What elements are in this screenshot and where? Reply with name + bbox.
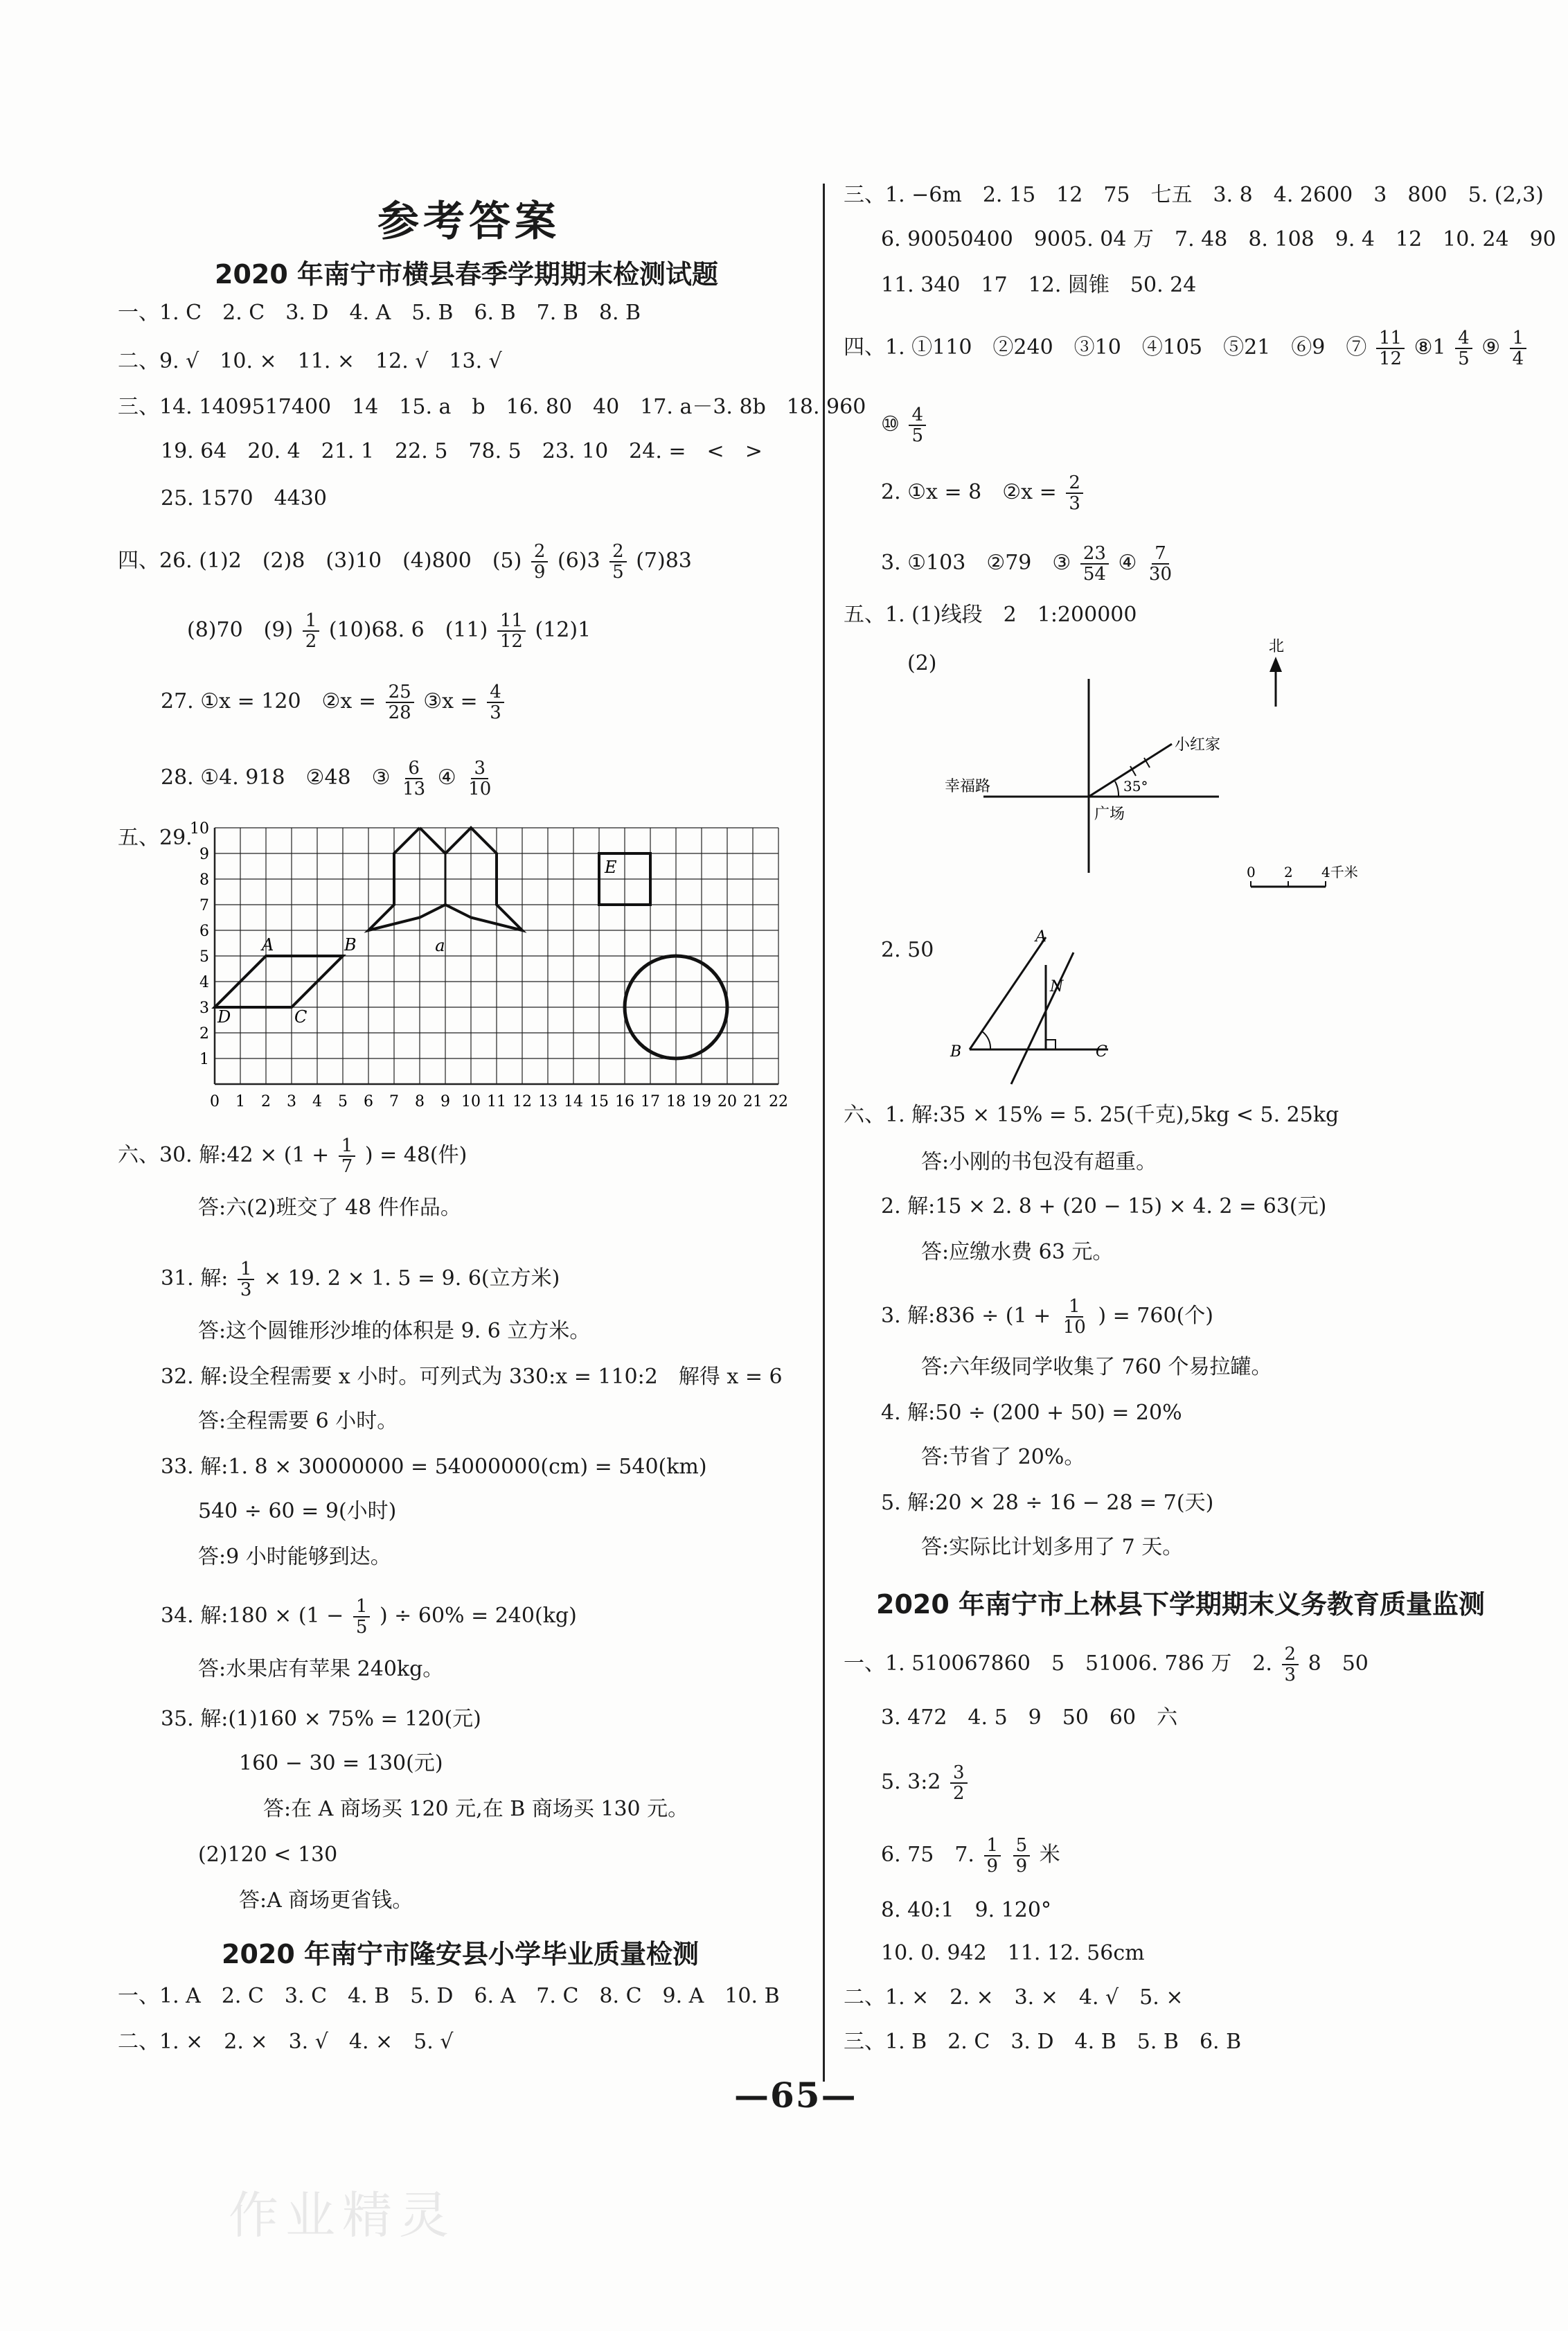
answer-line: 11. 340 17 12. 圆锥 50. 24 [881, 273, 1197, 297]
numerator: 2 [531, 542, 549, 562]
column-divider [823, 184, 825, 2082]
answer-line: 10. 0. 942 11. 12. 56cm [881, 1941, 1145, 1965]
answer-line: 答:这个圆锥形沙堆的体积是 9. 6 立方米。 [198, 1319, 591, 1343]
denominator: 10 [468, 779, 492, 799]
answer-line [881, 473, 1086, 513]
text: 27. ①x = 120 ②x = [161, 689, 377, 714]
answer-line [118, 542, 692, 582]
answer-line: 五、29. [118, 826, 193, 850]
answer-line [844, 1645, 1369, 1685]
numerator: 3 [471, 759, 488, 779]
y-tick-label: 6 [199, 923, 209, 940]
answer-line [881, 405, 929, 445]
x-tick-label: 8 [415, 1093, 425, 1108]
x-tick-label: 21 [743, 1093, 763, 1108]
x-tick-label: 16 [615, 1093, 634, 1108]
x-tick-label: 5 [338, 1093, 348, 1108]
denominator: 12 [499, 631, 523, 652]
numerator: 1 [1066, 1297, 1083, 1318]
numerator: 2 [609, 542, 627, 562]
answer-line: 32. 解:设全程需要 x 小时。可列式为 330:x = 110:2 解得 x = 6 [161, 1365, 783, 1389]
answer-line [118, 1136, 467, 1176]
answer-line: 5. 解:20 × 28 ÷ 16 − 28 = 7(天) [881, 1491, 1214, 1515]
text: ) = 760(个) [1098, 1304, 1213, 1328]
denominator: 4 [1512, 348, 1524, 369]
fraction [1455, 328, 1472, 369]
numerator: 1 [303, 611, 320, 632]
answer-line: 答:9 小时能够到达。 [198, 1545, 391, 1569]
text: ) = 48(件) [364, 1143, 467, 1167]
point-label-b: B [950, 1043, 962, 1061]
fraction [1060, 1297, 1089, 1337]
answer-line: 答:节省了 20%。 [921, 1445, 1085, 1469]
fraction [531, 542, 549, 582]
fraction [1282, 1645, 1299, 1685]
answer-line: 二、1. × 2. × 3. √ 4. × 5. √ [118, 2030, 454, 2054]
scale-label-2: 2 [1284, 864, 1293, 880]
y-tick-label: 3 [199, 1000, 209, 1017]
numerator: 4 [909, 405, 926, 426]
watermark: 作业精灵 [229, 2186, 456, 2244]
x-tick-label: 6 [364, 1093, 373, 1108]
fraction [487, 682, 504, 723]
angle-arc [982, 1031, 990, 1049]
map-figure [921, 637, 1406, 907]
fraction [909, 405, 926, 445]
text: ⑨ [1481, 335, 1501, 360]
numerator: 4 [1455, 328, 1472, 349]
answer-line: 答:六年级同学收集了 760 个易拉罐。 [921, 1355, 1272, 1379]
answer-line: 540 ÷ 60 = 9(小时) [198, 1499, 397, 1523]
text: ) ÷ 60% = 240(kg) [379, 1604, 577, 1628]
numerator: 5 [1013, 1836, 1031, 1856]
answer-line: 8. 40:1 9. 120° [881, 1898, 1051, 1922]
answer-line: (2)120 < 130 [198, 1843, 338, 1867]
y-tick-label: 5 [199, 948, 209, 966]
denominator: 5 [355, 1617, 368, 1638]
answer-line: 六、1. 解:35 × 15% = 5. 25(千克),5kg < 5. 25kg [844, 1103, 1339, 1127]
scale-label-4: 4千米 [1321, 864, 1358, 880]
x-tick-label: 11 [487, 1093, 506, 1108]
north-label: 北 [1269, 638, 1285, 655]
parallel-line [1011, 952, 1073, 1084]
text: 四、26. (1)2 (2)8 (3)10 (4)800 (5) [118, 549, 522, 573]
answer-line: 三、1. B 2. C 3. D 4. B 5. B 6. B [844, 2030, 1242, 2054]
point-label-c: C [1096, 1043, 1107, 1061]
numerator: 4 [487, 682, 504, 703]
text: ④ [1118, 551, 1137, 575]
answer-line: 答:应缴水费 63 元。 [921, 1240, 1114, 1264]
answer-line: 35. 解:(1)160 × 75% = 120(元) [161, 1707, 481, 1731]
point-label-c: C [294, 1007, 308, 1027]
text: × 19. 2 × 1. 5 = 9. 6(立方米) [264, 1266, 560, 1291]
answer-line: 3. 472 4. 5 9 50 60 六 [881, 1705, 1178, 1730]
y-tick-label: 2 [199, 1025, 209, 1043]
x-tick-label: 17 [641, 1093, 660, 1108]
line-ba [970, 937, 1046, 1049]
point-label-a: A [262, 935, 274, 955]
answer-line [881, 544, 1177, 584]
numerator: 6 [405, 759, 422, 779]
denominator: 5 [612, 562, 624, 583]
text: 8 50 [1308, 1651, 1369, 1676]
x-tick-label: 9 [440, 1093, 450, 1108]
angle-label: 35° [1123, 778, 1148, 795]
fraction [303, 611, 320, 651]
text: 28. ①4. 918 ②48 ③ [161, 765, 391, 790]
fraction [1013, 1836, 1031, 1876]
x-tick-label: 18 [666, 1093, 686, 1108]
answer-line: 答:小刚的书包没有超重。 [921, 1150, 1157, 1174]
answer-line: 19. 64 20. 4 21. 1 22. 5 78. 5 23. 10 24. = < > [161, 439, 763, 463]
denominator: 10 [1062, 1317, 1086, 1338]
text: 31. 解: [161, 1266, 229, 1291]
text: 3. 解:836 ÷ (1 + [881, 1304, 1051, 1328]
x-tick-label: 0 [210, 1093, 220, 1108]
numerator: 1 [339, 1136, 356, 1157]
right-angle-mark [1046, 1040, 1055, 1049]
y-tick-label: 10 [190, 820, 209, 837]
answer-line [161, 1259, 560, 1300]
denominator: 30 [1148, 564, 1173, 585]
answer-line [161, 759, 497, 799]
text: (6)3 [557, 549, 600, 573]
answer-line: 6. 90050400 9005. 04 万 7. 48 8. 108 9. 4 12 10. 24 90 [881, 227, 1556, 251]
square-label: 广场 [1094, 806, 1125, 823]
denominator: 2 [305, 631, 317, 652]
text: 5. 3:2 [881, 1770, 941, 1794]
text: (7)83 [636, 549, 692, 573]
text: 3. ①103 ②79 ③ [881, 551, 1071, 575]
y-tick-label: 1 [199, 1051, 209, 1068]
answer-line: 一、1. C 2. C 3. D 4. A 5. B 6. B 7. B 8. B [118, 301, 641, 325]
text: (10)68. 6 (11) [328, 618, 488, 642]
answer-line: 答:六(2)班交了 48 件作品。 [198, 1196, 461, 1220]
answer-line: 二、9. √ 10. × 11. × 12. √ 13. √ [118, 349, 502, 373]
point-label-a-small: a [435, 936, 445, 955]
fraction [339, 1136, 356, 1176]
text: 2. ①x = 8 ②x = [881, 480, 1057, 504]
y-tick-label: 8 [199, 871, 209, 889]
answer-line: 答:实际比计划多用了 7 天。 [921, 1535, 1184, 1559]
fraction [386, 682, 414, 723]
fraction [1376, 328, 1405, 369]
grid-axis-labels [190, 820, 788, 1108]
x-tick-label: 7 [389, 1093, 399, 1108]
geometry-figure [942, 925, 1150, 1091]
text: (12)1 [535, 618, 591, 642]
numerator: 7 [1152, 544, 1169, 565]
fraction [238, 1259, 255, 1300]
section-heading-hengxian: 2020 年南宁市横县春季学期期末检测试题 [215, 259, 718, 290]
y-tick-label: 9 [199, 846, 209, 863]
denominator: 3 [490, 702, 501, 723]
text: ④ [437, 765, 456, 790]
denominator: 3 [1069, 493, 1080, 514]
point-label-n: N [1050, 978, 1064, 995]
fraction [1080, 544, 1109, 584]
answer-line: 答:水果店有苹果 240kg。 [198, 1657, 444, 1681]
answer-line: 五、1. (1)线段 2 1:200000 [844, 603, 1137, 627]
denominator: 9 [986, 1856, 999, 1877]
fraction [465, 759, 494, 799]
numerator: 1 [353, 1597, 371, 1617]
x-tick-label: 13 [538, 1093, 558, 1108]
denominator: 7 [341, 1156, 353, 1177]
home-label: 小红家 [1175, 736, 1221, 754]
point-label-e: E [605, 858, 617, 877]
x-tick-label: 12 [513, 1093, 532, 1108]
text: 米 [1039, 1843, 1060, 1867]
point-label-b: B [344, 935, 357, 955]
denominator: 9 [1015, 1856, 1028, 1877]
text: 六、30. 解:42 × (1 + [118, 1143, 330, 1167]
answer-line: 4. 解:50 ÷ (200 + 50) = 20% [881, 1401, 1182, 1425]
numerator: 11 [497, 611, 526, 632]
x-tick-label: 14 [564, 1093, 583, 1108]
x-tick-label: 3 [287, 1093, 296, 1108]
numerator: 1 [984, 1836, 1001, 1856]
denominator: 2 [953, 1783, 965, 1804]
fraction [609, 542, 627, 582]
page-title: 参考答案 [377, 197, 560, 246]
fraction [984, 1836, 1001, 1876]
answer-line: 三、1. −6m 2. 15 12 75 七五 3. 8 4. 2600 3 800 5. (2,3) [844, 183, 1544, 207]
point-label-d: D [217, 1007, 231, 1027]
answer-line: 答:A 商场更省钱。 [239, 1888, 413, 1913]
numerator: 2 [1282, 1645, 1299, 1665]
denominator: 5 [911, 425, 923, 446]
answer-line: 33. 解:1. 8 × 30000000 = 54000000(cm) = 540(km) [161, 1455, 707, 1479]
numerator: 2 [1066, 473, 1083, 494]
fraction [497, 611, 526, 651]
point-label-a: A [1035, 928, 1046, 946]
y-tick-label: 7 [199, 897, 209, 914]
text: ⑩ [881, 412, 900, 436]
numerator: 11 [1376, 328, 1405, 349]
angle-arc [1115, 781, 1119, 797]
answer-line [881, 1763, 970, 1803]
x-tick-label: 1 [235, 1093, 245, 1108]
x-tick-label: 2 [261, 1093, 271, 1108]
denominator: 9 [533, 562, 546, 583]
text: 一、1. 510067860 5 51006. 786 万 2. [844, 1651, 1272, 1676]
answer-line: 2. 解:15 × 2. 8 + (20 − 15) × 4. 2 = 63(元) [881, 1194, 1327, 1218]
numerator: 23 [1080, 544, 1109, 565]
answer-line: 二、1. × 2. × 3. × 4. √ 5. × [844, 1985, 1184, 2010]
answer-line: 25. 1570 4430 [161, 486, 327, 511]
answer-line [187, 611, 591, 651]
x-tick-label: 20 [718, 1093, 737, 1108]
text: 6. 75 7. [881, 1843, 974, 1867]
text: (8)70 (9) [187, 618, 294, 642]
numerator: 3 [950, 1763, 968, 1784]
denominator: 13 [402, 779, 426, 799]
x-tick-label: 15 [589, 1093, 609, 1108]
denominator: 12 [1378, 348, 1402, 369]
answer-line: 答:在 A 商场买 120 元,在 B 商场买 130 元。 [263, 1797, 689, 1821]
answer-line: 2. 50 [881, 938, 934, 962]
numerator: 1 [1510, 328, 1527, 349]
y-tick-label: 4 [199, 974, 209, 991]
denominator: 3 [1284, 1665, 1297, 1685]
answer-line [161, 682, 507, 723]
answer-line [161, 1597, 577, 1637]
fraction [950, 1763, 968, 1803]
text: 34. 解:180 × (1 − [161, 1604, 344, 1628]
fraction [1066, 473, 1083, 513]
x-tick-label: 22 [769, 1093, 788, 1108]
text: 四、1. ①110 ②240 ③10 ④105 ⑤21 ⑥9 ⑦ [844, 335, 1367, 360]
x-tick-label: 4 [312, 1093, 322, 1108]
grid-figure [166, 817, 817, 1108]
fraction [1146, 544, 1175, 584]
answer-line [881, 1297, 1213, 1337]
section-heading-shanglin: 2020 年南宁市上林县下学期期末义务教育质量监测 [876, 1589, 1485, 1620]
scale-label-0: 0 [1247, 864, 1256, 880]
text: ⑧1 [1414, 335, 1446, 360]
answer-line: 160 − 30 = 130(元) [239, 1751, 443, 1775]
answer-line: 三、14. 1409517400 14 15. a b 16. 80 40 17. a－3. 8b 18. 960 [118, 395, 866, 419]
answer-line [844, 328, 1529, 369]
answer-line: (2) [907, 651, 937, 675]
denominator: 5 [1458, 348, 1470, 369]
numerator: 25 [386, 682, 414, 703]
denominator: 28 [388, 702, 411, 723]
x-tick-label: 19 [692, 1093, 711, 1108]
numerator: 1 [238, 1259, 255, 1280]
north-arrow-icon [1269, 657, 1282, 672]
answer-line [881, 1836, 1060, 1876]
road-label: 幸福路 [945, 778, 991, 795]
denominator: 3 [240, 1279, 252, 1300]
page-number: —65— [734, 2075, 857, 2116]
section-heading-longan: 2020 年南宁市隆安县小学毕业质量检测 [222, 1939, 699, 1969]
x-tick-label: 10 [461, 1093, 481, 1108]
fraction [1510, 328, 1527, 369]
denominator: 54 [1083, 564, 1106, 585]
fraction [400, 759, 428, 799]
answer-line: 答:全程需要 6 小时。 [198, 1409, 398, 1433]
text: ③x = [423, 689, 478, 714]
answer-line: 一、1. A 2. C 3. C 4. B 5. D 6. A 7. C 8. C 9. A 10. B [118, 1984, 780, 2008]
fraction [353, 1597, 371, 1637]
